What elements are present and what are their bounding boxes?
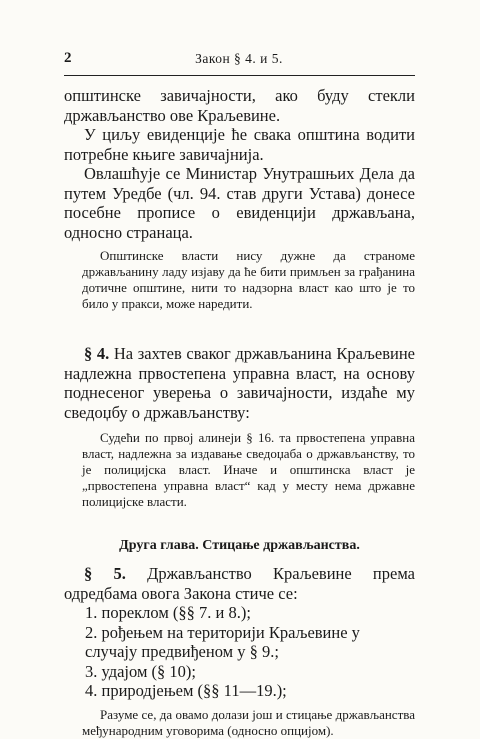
section-5-label: § 5. xyxy=(84,564,126,583)
paragraph-authorization: Овлашћује се Министар Унутрашњих Дела да путем Уредбе (чл. 94. став други Устава) донесе посебне прописе о евиденцији држављана, односно странаца. xyxy=(64,164,415,242)
commentary-note-3 xyxy=(64,707,415,739)
list-item: 1. пореклом (§§ 7. и 8.); xyxy=(85,603,251,622)
section-5-paragraph xyxy=(64,564,415,603)
page-header xyxy=(64,50,414,72)
running-title: Закон § 4. и 5. xyxy=(195,51,283,66)
header-rule xyxy=(64,75,415,76)
chapter-heading: Друга глава. Стицање држављанства. xyxy=(119,538,360,553)
list-item: 3. удајом (§ 10); xyxy=(85,661,196,681)
section-4-label: § 4. xyxy=(84,344,110,363)
section-4-text: На захтев сваког држављанина Краљевине надлежна првостепена управна власт, на основу поднесеног уверења о завичајности, издаће му сведоџбу о држављанству: xyxy=(64,344,415,422)
commentary-text: Општинске власти нису дужне да страноме држављанину ладу изјаву да ће бити примљен за грађанина дотичне општине, нити то надзорна власт као што је то било у пракси, може наредити. xyxy=(82,248,415,311)
acquisition-list xyxy=(64,603,415,701)
list-item: 4. природјењем (§§ 11—19.); xyxy=(85,681,287,700)
list-item: 2. рођењем на територији Краљевине у случају предвиђеном у § 9.; xyxy=(85,622,360,661)
commentary-text: Разуме се, да овамо долази још и стицање држављанства међународним уговорима (односно опцијом). xyxy=(82,706,415,738)
page-number: 2 xyxy=(64,50,72,66)
paragraph-evidence: У циљу евиденције ће свака општина водити потребне књиге завичајнија. xyxy=(64,125,415,164)
commentary-note-2 xyxy=(64,430,415,510)
section-4-paragraph xyxy=(64,344,415,422)
section-5-text: Држављанство Краљевине према одредбама овога Закона стиче се: xyxy=(64,564,415,603)
page-body xyxy=(64,86,415,739)
commentary-text: Судећи по првој алинеји § 16. та првостепена управна власт, надлежна за издавање сведоџаба о држављанству, то је полицијска власт. Иначе и општинска власт је „првостепена управна власт“ кад у месту нема државне полицијске власти. xyxy=(82,430,415,509)
paragraph-continuation: општинске завичајности, ако буду стекли држављанство ове Краљевине. xyxy=(64,86,415,125)
commentary-note-1 xyxy=(64,248,415,312)
